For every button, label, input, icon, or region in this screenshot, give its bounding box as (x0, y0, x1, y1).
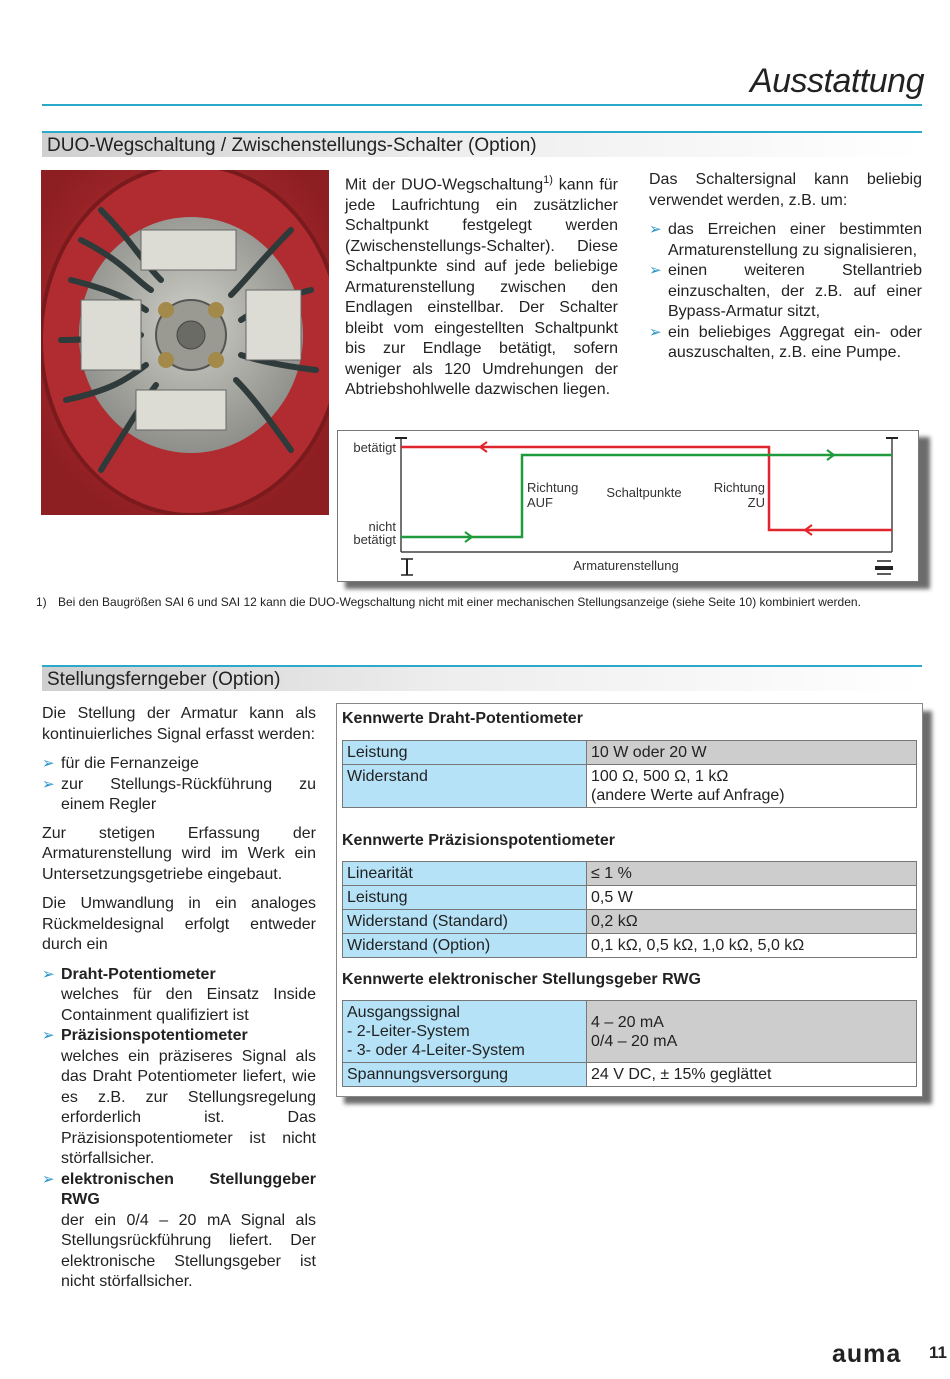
signal-usage (649, 170, 922, 372)
list-item (649, 323, 922, 364)
usage-list (42, 754, 316, 816)
table-key: Widerstand (Option) (343, 934, 587, 958)
gearbox-paragraph: Zur stetigen Erfassung der Armaturenstellung wird im Werk ein Untersetzungsgetriebe eingebaut. (42, 824, 316, 883)
footnote-ref: 1) (543, 174, 553, 186)
sensor-type-title: Präzisionspotentiometer (61, 1027, 248, 1044)
table-value-line: 4 – 20 mA (591, 1013, 664, 1031)
sensor-type-title: elektronischen Stellunggeber RWG (61, 1170, 316, 1208)
table-key: Spannungsversorgung (343, 1063, 587, 1087)
page-number: 11 (929, 1343, 947, 1362)
sensor-type-text: der ein 0/4 – 20 mA Signal als Stellungsrückführung liefert. Der elektronische Stellungsgeber ist nicht störfallsicher. (61, 1211, 316, 1290)
specifications-box (336, 703, 923, 1097)
footnote (36, 594, 936, 610)
arrow-bullet-icon: ➢ (42, 965, 55, 983)
table-row (343, 741, 917, 765)
duo-description (345, 170, 618, 401)
table-value (587, 1001, 917, 1063)
list-item (649, 220, 922, 261)
footnote-text: Bei den Baugrößen SAI 6 und SAI 12 kann die DUO-Wegschaltung nicht mit einer mechanischen Stellungsanzeige (siehe Seite 10) kombiniert werden. (58, 595, 861, 609)
sensor-type-title: Draht-Potentiometer (61, 965, 216, 983)
auma-logo: auma (832, 1340, 902, 1368)
list-item-text: ein beliebiges Aggregat ein- oder auszuschalten, z.B. eine Pumpe. (668, 323, 922, 361)
label-richtung-zu: Richtung (713, 480, 765, 495)
table-key-line: - 2-Leiter-System (347, 1023, 470, 1040)
table-praezision (342, 861, 917, 958)
table-title-draht: Kennwerte Draht-Potentiometer (342, 710, 583, 727)
table-value-line: 0/4 – 20 mA (591, 1032, 678, 1050)
table-key: Leistung (343, 741, 587, 765)
table-row (343, 862, 917, 886)
signal-list (649, 220, 922, 364)
table-title-rwg: Kennwerte elektronischer Stellungsgeber RWG (342, 971, 701, 988)
switching-diagram (337, 430, 919, 582)
list-item-text: einen weiteren Stellantrieb einzuschalten, der z.B. auf einer Bypass-Armatur sitzt, (668, 262, 922, 320)
table-row (343, 910, 917, 934)
table-value: 0,2 kΩ (587, 910, 917, 934)
table-key (343, 1001, 587, 1063)
switch-unit-photo (41, 170, 329, 515)
table-key-line: - 3- oder 4-Leiter-System (347, 1042, 525, 1059)
label-betaetigt: betätigt (353, 440, 396, 455)
intro-paragraph: Die Stellung der Armatur kann als kontinuierliches Signal erfasst werden: (42, 705, 316, 743)
list-item-text: das Erreichen einer bestimmten Armaturenstellung zu signalisieren, (668, 221, 922, 259)
list-item (42, 754, 316, 775)
table-key: Leistung (343, 886, 587, 910)
list-item (42, 1170, 316, 1293)
table-row (343, 1063, 917, 1087)
list-item (649, 261, 922, 323)
arrow-bullet-icon: ➢ (42, 1170, 55, 1188)
section-heading-duo-text: DUO-Wegschaltung / Zwischenstellungs-Schalter (Option) (47, 135, 537, 156)
sensor-type-list (42, 965, 316, 1293)
table-value-line: 100 Ω, 500 Ω, 1 kΩ (591, 768, 729, 785)
arrow-bullet-icon: ➢ (42, 775, 55, 793)
table-rwg (342, 1000, 917, 1087)
label-betaetigt2: betätigt (353, 532, 396, 547)
arrow-bullet-icon: ➢ (42, 755, 55, 772)
label-auf: AUF (527, 495, 553, 510)
section-heading-stellungsferngeber (42, 665, 922, 691)
arrow-bullet-icon: ➢ (649, 323, 662, 341)
table-row (343, 934, 917, 958)
table-key-line: Ausgangssignal (347, 1004, 460, 1021)
table-value: 24 V DC, ± 15% geglättet (587, 1063, 917, 1087)
label-armaturenstellung: Armaturenstellung (573, 558, 679, 573)
stellungsferngeber-text (42, 704, 316, 1301)
table-row (343, 886, 917, 910)
signal-intro: Das Schaltersignal kann beliebig verwendet werden, z.B. um: (649, 171, 922, 209)
table-value: 0,1 kΩ, 0,5 kΩ, 1,0 kΩ, 5,0 kΩ (587, 934, 917, 958)
table-row (343, 765, 917, 808)
label-richtung-auf: Richtung (527, 480, 579, 495)
list-item-text: für die Fernanzeige (61, 755, 199, 772)
table-draht (342, 740, 917, 808)
label-zu: ZU (747, 495, 765, 510)
table-value: 10 W oder 20 W (587, 741, 917, 765)
table-key: Widerstand (343, 765, 587, 808)
sensor-type-text: welches ein präziseres Signal als das Draht Potentiometer liefert, wie es z.B. zur Stellungsregelung erforderlich ist. Das Präzisionspotentiometer ist nicht störfallsicher. (61, 1047, 316, 1167)
list-item-text: zur Stellungs-Rückführung zu einem Regler (61, 775, 316, 813)
duo-text-start: Mit der DUO-Wegschaltung (345, 176, 544, 194)
table-value: 0,5 W (587, 886, 917, 910)
table-value: ≤ 1 % (587, 862, 917, 886)
arrow-bullet-icon: ➢ (649, 262, 662, 279)
table-value (587, 765, 917, 808)
label-schaltpunkte: Schaltpunkte (606, 485, 682, 500)
table-value-line: (andere Werte auf Anfrage) (591, 787, 785, 804)
duo-text-end: kann für jede Laufrichtung ein zusätzlicher Schaltpunkt festgelegt werden (Zwischenstellungs-Schalter). Diese Schaltpunkte sind auf jede beliebige Armaturenstellung zwischen den Endlagen einstellbar. Der Schalter bleibt vom eingestellten Schaltpunkt bis zur Endlage betätigt, sofern weniger als 120 Umdrehungen der Abtriebshohlwelle dazwischen liegen. (345, 176, 618, 399)
section-heading-stellungsferngeber-text: Stellungsferngeber (Option) (47, 669, 281, 690)
table-key: Widerstand (Standard) (343, 910, 587, 934)
arrow-bullet-icon: ➢ (649, 221, 662, 238)
footnote-number: 1) (36, 595, 47, 609)
header-rule (42, 104, 922, 106)
table-key: Linearität (343, 862, 587, 886)
list-item (42, 775, 316, 816)
label-nicht: nicht (368, 519, 396, 534)
list-item (42, 965, 316, 1027)
table-title-praezision: Kennwerte Präzisionspotentiometer (342, 832, 615, 849)
sensor-type-text: welches für den Einsatz Inside Containment qualifiziert ist (61, 986, 316, 1024)
conversion-paragraph: Die Umwandlung in ein analoges Rückmeldesignal erfolgt entweder durch ein (42, 895, 316, 953)
section-heading-duo (42, 131, 922, 157)
arrow-bullet-icon: ➢ (42, 1027, 55, 1044)
table-row (343, 1001, 917, 1063)
page-title: Ausstattung (749, 62, 924, 100)
list-item (42, 1026, 316, 1170)
